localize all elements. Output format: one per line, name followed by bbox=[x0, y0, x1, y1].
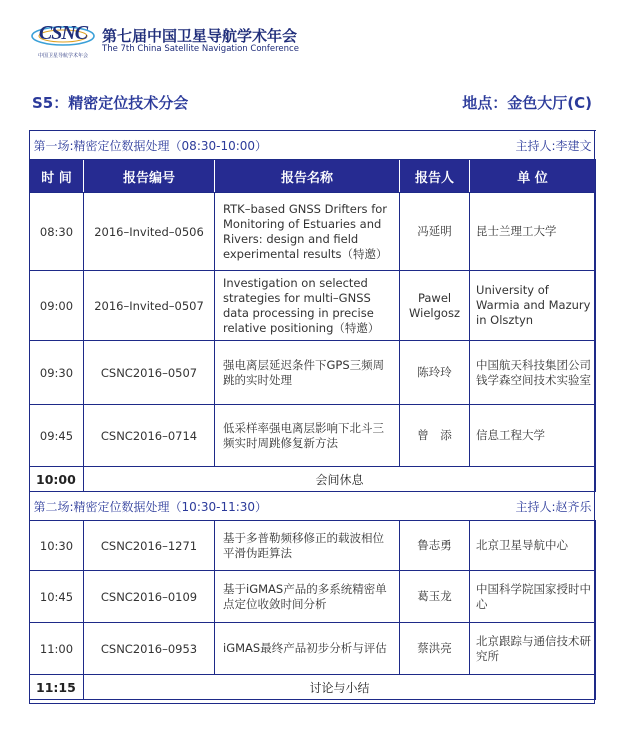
cell-speaker: 蔡洪亮 bbox=[400, 623, 470, 675]
table-row bbox=[30, 521, 596, 571]
cell-speaker: 鲁志勇 bbox=[400, 521, 470, 571]
part1-band bbox=[30, 131, 596, 160]
cell-time: 11:00 bbox=[30, 623, 84, 675]
cell-title: Investigation on selected strategies for multi–GNSS data processing in precise relative positioning（特邀） bbox=[215, 271, 400, 341]
cell-title: 低采样率强电离层影响下北斗三频实时周跳修复新方法 bbox=[215, 405, 400, 467]
cell-time: 09:30 bbox=[30, 341, 84, 405]
cell-code: CSNC2016–1271 bbox=[84, 521, 215, 571]
cell-title: iGMAS最终产品初步分析与评估 bbox=[215, 623, 400, 675]
table-row bbox=[30, 341, 596, 405]
cell-speaker: 曾 添 bbox=[400, 405, 470, 467]
col-org: 单 位 bbox=[470, 160, 596, 193]
csnc-logo bbox=[30, 18, 96, 62]
col-speaker: 报告人 bbox=[400, 160, 470, 193]
cell-speaker: 冯延明 bbox=[400, 193, 470, 271]
cell-code: 2016–Invited–0507 bbox=[84, 271, 215, 341]
cell-title: RTK–based GNSS Drifters for Monitoring of Estuaries and Rivers: design and field experimental results（特邀） bbox=[215, 193, 400, 271]
cell-time: 08:30 bbox=[30, 193, 84, 271]
break-row bbox=[30, 675, 596, 700]
cell-org: 北京卫星导航中心 bbox=[470, 521, 596, 571]
cell-time: 10:30 bbox=[30, 521, 84, 571]
table-row bbox=[30, 271, 596, 341]
cell-code: 2016–Invited–0506 bbox=[84, 193, 215, 271]
conference-title-cn: 第七届中国卫星导航学术年会 bbox=[102, 27, 298, 45]
break-label: 讨论与小结 bbox=[84, 675, 596, 700]
cell-org: 中国科学院国家授时中心 bbox=[470, 571, 596, 623]
cell-code: CSNC2016–0953 bbox=[84, 623, 215, 675]
col-title: 报告名称 bbox=[215, 160, 400, 193]
cell-title: 基于iGMAS产品的多系统精密单点定位收敛时间分析 bbox=[215, 571, 400, 623]
break-time: 11:15 bbox=[30, 675, 84, 700]
cell-time: 09:45 bbox=[30, 405, 84, 467]
col-time: 时 间 bbox=[30, 160, 84, 193]
col-code: 报告编号 bbox=[84, 160, 215, 193]
cell-time: 09:00 bbox=[30, 271, 84, 341]
cell-org: 中国航天科技集团公司钱学森空间技术实验室 bbox=[470, 341, 596, 405]
table-row bbox=[30, 193, 596, 271]
cell-code: CSNC2016–0109 bbox=[84, 571, 215, 623]
column-header-row bbox=[30, 160, 596, 193]
logo-text: CSNC bbox=[38, 22, 88, 44]
part1-host: 主持人:李建文 bbox=[400, 131, 596, 160]
part2-host: 主持人:赵齐乐 bbox=[400, 492, 596, 521]
cell-speaker: Pawel Wielgosz bbox=[400, 271, 470, 341]
break-row bbox=[30, 467, 596, 492]
cell-time: 10:45 bbox=[30, 571, 84, 623]
conference-title-en: The 7th China Satellite Navigation Conference bbox=[102, 44, 299, 54]
cell-org: 北京跟踪与通信技术研究所 bbox=[470, 623, 596, 675]
break-time: 10:00 bbox=[30, 467, 84, 492]
cell-org: 信息工程大学 bbox=[470, 405, 596, 467]
cell-org: University of Warmia and Mazury in Olsztyn bbox=[470, 271, 596, 341]
table-row bbox=[30, 571, 596, 623]
break-label: 会间休息 bbox=[84, 467, 596, 492]
cell-code: CSNC2016–0507 bbox=[84, 341, 215, 405]
part1-title: 第一场:精密定位数据处理（08:30-10:00） bbox=[30, 131, 400, 160]
cell-code: CSNC2016–0714 bbox=[84, 405, 215, 467]
logo-subtext: 中国卫星导航学术年会 bbox=[37, 53, 88, 59]
cell-title: 基于多普勒频移修正的载波相位平滑伪距算法 bbox=[215, 521, 400, 571]
part2-title: 第二场:精密定位数据处理（10:30-11:30） bbox=[30, 492, 400, 521]
cell-title: 强电离层延迟条件下GPS三频周跳的实时处理 bbox=[215, 341, 400, 405]
table-row bbox=[30, 405, 596, 467]
cell-org: 昆士兰理工大学 bbox=[470, 193, 596, 271]
session-venue: 地点：金色大厅(C) bbox=[462, 94, 592, 112]
part2-band bbox=[30, 492, 596, 521]
cell-speaker: 陈玲玲 bbox=[400, 341, 470, 405]
cell-speaker: 葛玉龙 bbox=[400, 571, 470, 623]
schedule-table bbox=[29, 130, 596, 700]
table-row bbox=[30, 623, 596, 675]
session-title: S5：精密定位技术分会 bbox=[32, 94, 189, 112]
